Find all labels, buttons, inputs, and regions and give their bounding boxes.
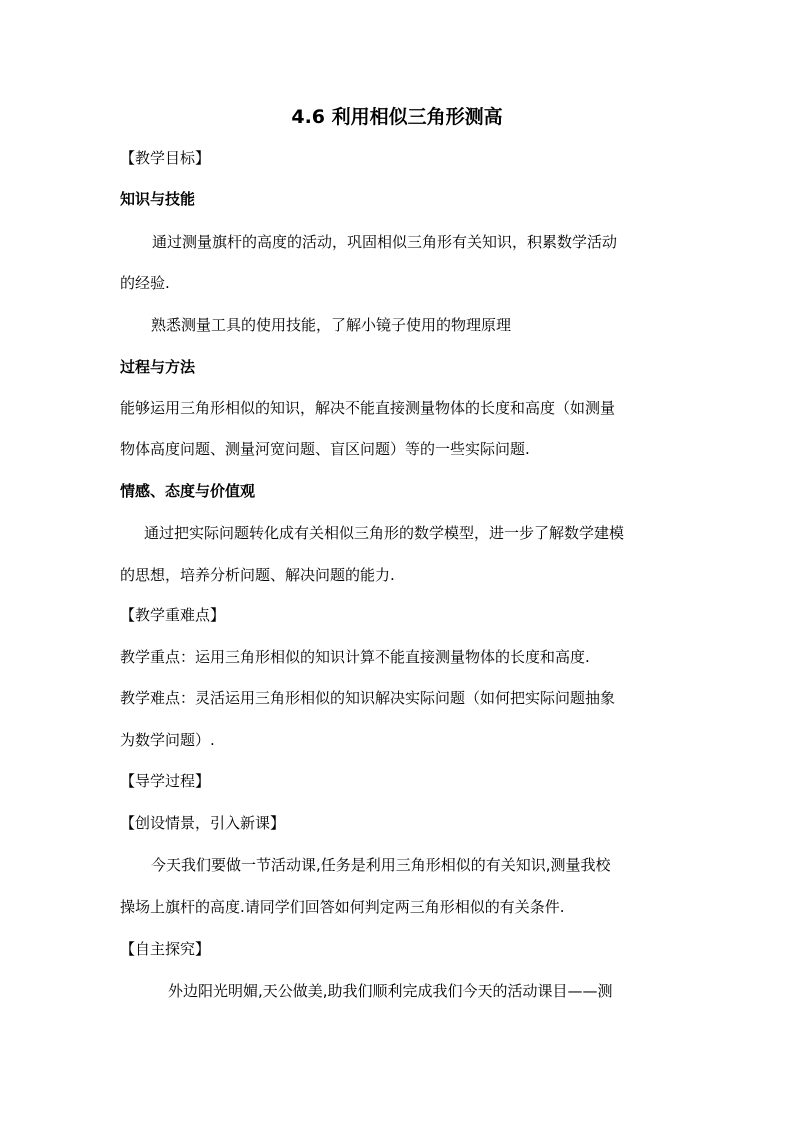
process-method-paragraph-line-1: 能够运用三角形相似的知识，解决不能直接测量物体的长度和高度（如测量 [120,399,616,417]
difficult-point-line-2: 为数学问题）. [120,731,215,749]
section-heading-guide-process: 【导学过程】 [120,772,211,790]
section-heading-create-scene: 【创设情景，引入新课】 [120,814,286,832]
subheading-knowledge-skills: 知识与技能 [120,190,196,208]
scene-paragraph-line-1: 今天我们要做一节活动课,任务是利用三角形相似的有关知识,测量我校 [151,856,611,874]
key-point-line: 教学重点：运用三角形相似的知识计算不能直接测量物体的长度和高度. [120,648,590,666]
section-heading-key-difficult: 【教学重难点】 [120,606,226,624]
difficult-point-line-1: 教学难点：灵活运用三角形相似的知识解决实际问题（如何把实际问题抽象 [120,689,616,707]
knowledge-skills-paragraph-1-line-1: 通过测量旗杆的高度的活动，巩固相似三角形有关知识，积累数学活动 [152,233,618,251]
subheading-emotion-values: 情感、态度与价值观 [120,482,256,500]
scene-paragraph-line-2: 操场上旗杆的高度.请同学们回答如何判定两三角形相似的有关条件. [120,898,565,916]
section-heading-self-explore: 【自主探究】 [120,940,211,958]
emotion-values-paragraph-line-1: 通过把实际问题转化成有关相似三角形的数学模型，进一步了解数学建模 [144,524,625,542]
emotion-values-paragraph-line-2: 的思想，培养分析问题、解决问题的能力. [120,566,395,584]
explore-paragraph-line-1: 外边阳光明媚,天公做美,助我们顺利完成我们今天的活动课目——测 [168,982,613,1000]
subheading-process-method: 过程与方法 [120,358,196,376]
knowledge-skills-paragraph-1-line-2: 的经验. [120,274,170,292]
knowledge-skills-paragraph-2: 熟悉测量工具的使用技能，了解小镜子使用的物理原理 [151,316,512,334]
page-title: 4.6 利用相似三角形测高 [291,106,503,128]
process-method-paragraph-line-2: 物体高度问题、测量河宽问题、盲区问题）等的一些实际问题. [120,440,530,458]
section-heading-teaching-goals: 【教学目标】 [120,149,211,167]
